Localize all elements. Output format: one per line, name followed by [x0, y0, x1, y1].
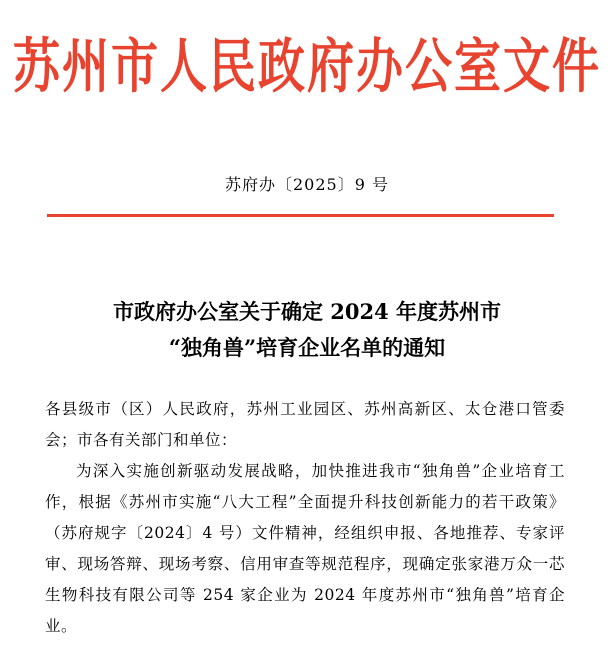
document-body — [45, 394, 565, 642]
document-title — [0, 294, 614, 366]
red-divider-line — [47, 214, 554, 217]
body-paragraph-1: 为深入实施创新驱动发展战略，加快推进我市“独角兽”企业培育工作，根据《苏州市实施“八大工程”全面提升科技创新能力的若干政策》（苏府规字〔2024〕4 号）文件精神，经组织申报、各地推荐、专家评审、现场答辩、现场考察、信用审查等规范程序，现确定张家港万众一芯生物科技有限公司等 254 家企业为 2024 年度苏州市“独角兽”培育企业。 — [45, 462, 565, 635]
title-line-1: 市政府办公室关于确定 2024 年度苏州市 — [112, 299, 502, 324]
issuer-masthead: 苏州市人民政府办公室文件 — [13, 32, 601, 102]
document-number: 苏府办〔2025〕9 号 — [225, 175, 389, 194]
title-line-2: “独角兽”培育企业名单的通知 — [168, 335, 446, 360]
addressee-paragraph: 各县级市（区）人民政府，苏州工业园区、苏州高新区、太仓港口管委会；市各有关部门和单位： — [45, 400, 565, 449]
